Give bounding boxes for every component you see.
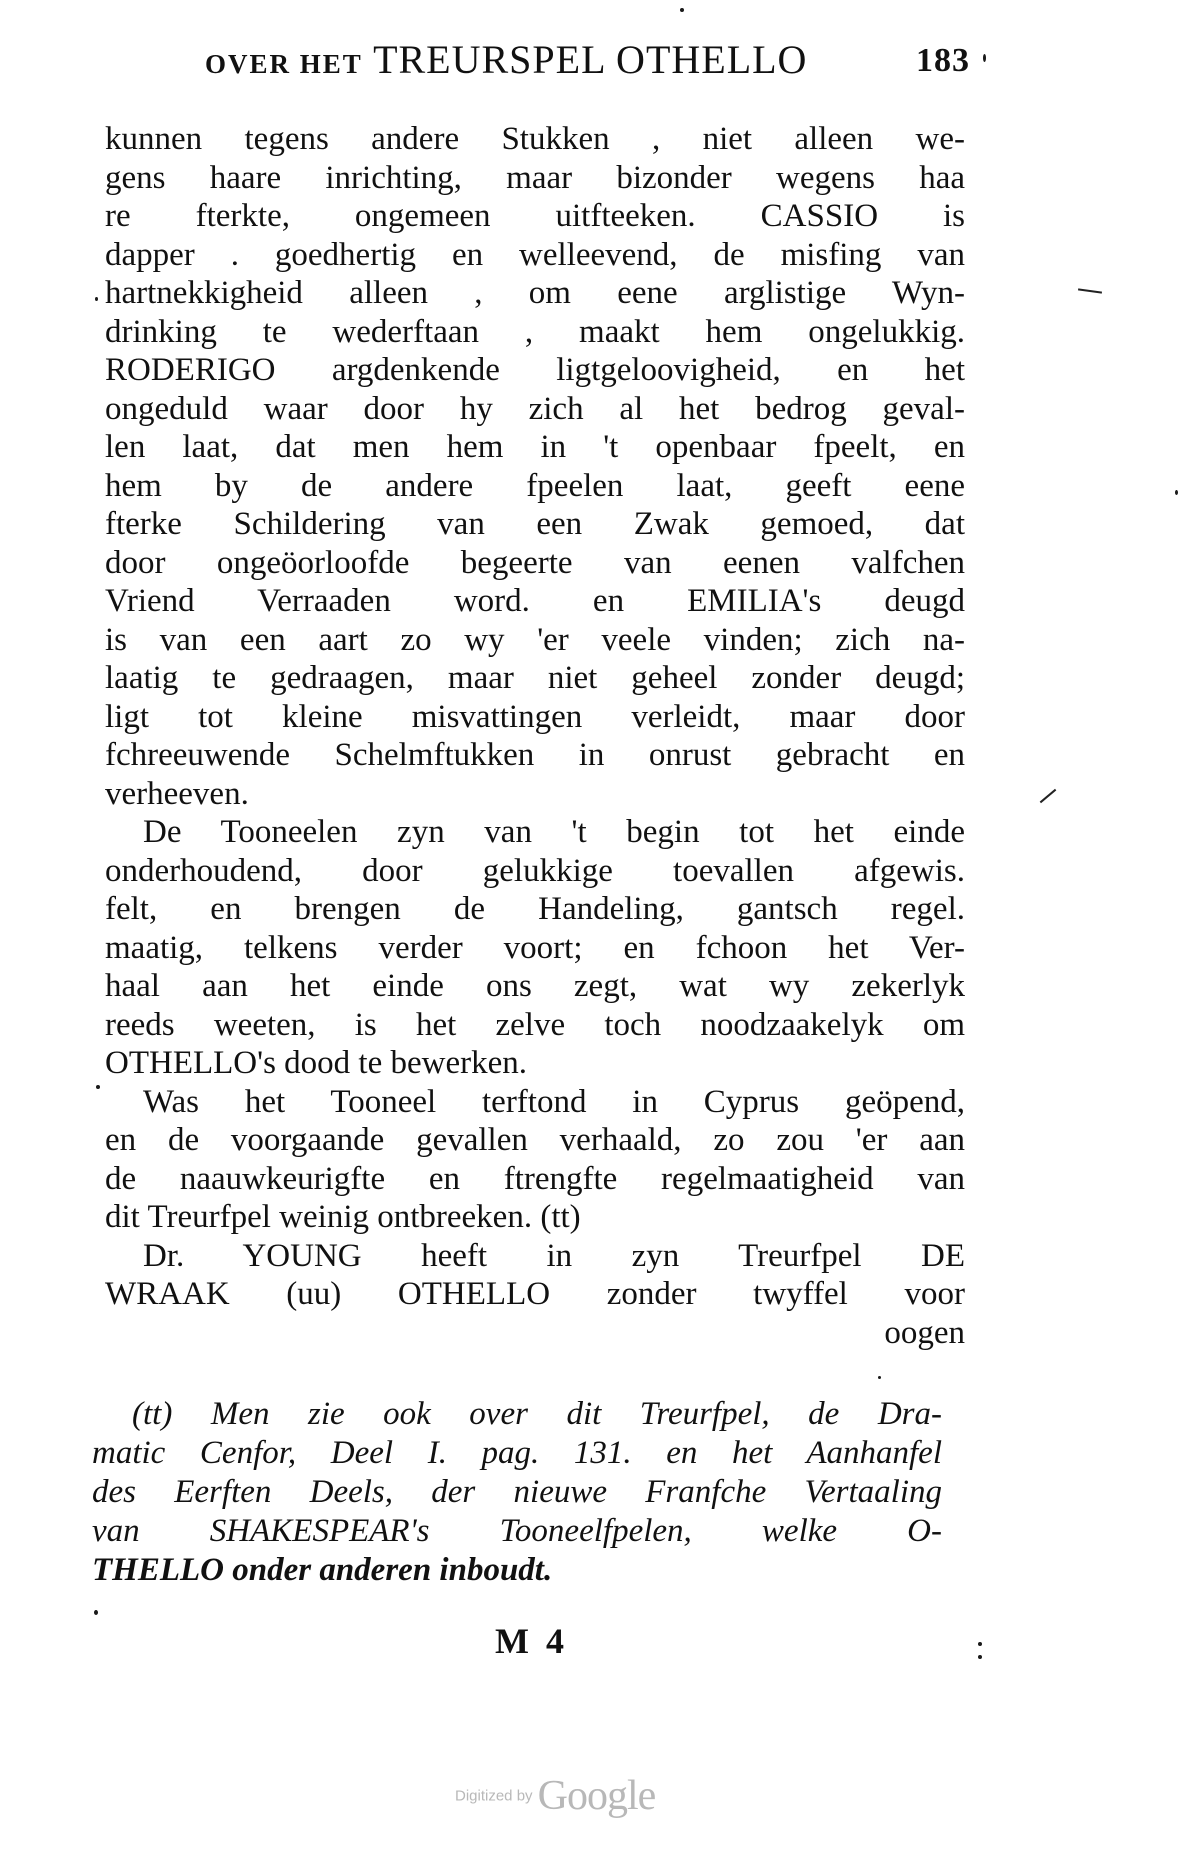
text-line: ongeduld waar door hy zich al het bedrog geval- (105, 390, 965, 427)
scan-mark (1040, 789, 1057, 803)
catchword: oogen (884, 1314, 965, 1351)
footnote-line: van SHAKESPEAR's Tooneelfpelen, welke O- (92, 1513, 942, 1549)
text-line: Was het Tooneel terftond in Cyprus geöpend, (143, 1083, 965, 1120)
google-watermark (455, 1772, 715, 1822)
text-line: laatig te gedraagen, maar niet geheel zonder deugd; (105, 660, 965, 696)
scan-speck (95, 297, 98, 301)
scan-speck (978, 1642, 982, 1646)
text-line: ligt tot kleine misvattingen verleidt, maar door (105, 698, 965, 735)
text-line: maatig, telkens verder voort; en fchoon het Ver- (105, 929, 965, 966)
text-line: fchreeuwende Schelmftukken in onrust gebracht en (105, 737, 965, 773)
footnote-line: THELLO onder anderen inboudt. (92, 1552, 553, 1588)
scan-speck (680, 8, 684, 12)
page-number: 183 (916, 42, 970, 79)
scan-speck (1175, 490, 1178, 495)
main-text (105, 120, 965, 1352)
text-line: kunnen tegens andere Stukken , niet alleen we- (105, 121, 965, 157)
scan-mark (1078, 288, 1102, 293)
text-line: hem by de andere fpeelen laat, geeft eene (105, 467, 965, 504)
watermark-prefix: Digitized by (455, 1787, 533, 1805)
text-line: drinking te wederftaan , maakt hem ongelukkig. (105, 313, 965, 350)
scan-speck (878, 1376, 881, 1379)
text-line: WRAAK (uu) OTHELLO zonder twyffel voor (105, 1276, 965, 1312)
text-line: hartnekkigheid alleen , om eene arglistige Wyn- (105, 275, 965, 311)
scan-speck (96, 1085, 100, 1089)
text-line: OTHELLO's dood te bewerken. (105, 1045, 527, 1081)
header-title: TREURSPEL OTHELLO (373, 37, 808, 82)
text-line: felt, en brengen de Handeling, gantsch regel. (105, 891, 965, 927)
scan-speck (983, 54, 986, 62)
text-line: RODERIGO argdenkende ligtgeloovigheid, en het (105, 352, 965, 388)
scan-speck (94, 1610, 98, 1615)
header-prefix: OVER HET (205, 49, 363, 79)
text-line: dapper . goedhertig en welleevend, de misfing van (105, 236, 965, 273)
text-line: door ongeöorloofde begeerte van eenen valfchen (105, 544, 965, 581)
text-line: gens haare inrichting, maar bizonder wegens haa (105, 159, 965, 196)
footnote-line: des Eerften Deels, der nieuwe Franfche Vertaaling (92, 1474, 942, 1510)
text-line: en de voorgaande gevallen verhaald, zo zou 'er aan (105, 1122, 965, 1158)
text-line: len laat, dat men hem in 't openbaar fpeelt, en (105, 429, 965, 465)
text-line: fterke Schildering van een Zwak gemoed, dat (105, 506, 965, 542)
footnote-line: (tt) Men zie ook over dit Treurfpel, de Dra- (132, 1396, 942, 1432)
footnote (92, 1395, 942, 1590)
text-line: De Tooneelen zyn van 't begin tot het einde (143, 814, 965, 850)
footnote-line: matic Cenfor, Deel I. pag. 131. en het Aanhanfel (92, 1435, 942, 1471)
text-line: haal aan het einde ons zegt, wat wy zekerlyk (105, 968, 965, 1004)
text-line: Dr. YOUNG heeft in zyn Treurfpel DE (143, 1237, 965, 1274)
google-logo: Google (537, 1773, 656, 1819)
text-line: is van een aart zo wy 'er veele vinden; zich na- (105, 621, 965, 658)
signature-mark: M 4 (495, 1621, 568, 1661)
scan-speck (978, 1655, 982, 1659)
text-line: dit Treurfpel weinig ontbreeken. (tt) (105, 1199, 581, 1235)
text-line: de naauwkeurigfte en ftrengfte regelmaatigheid van (105, 1160, 965, 1197)
text-line: onderhoudend, door gelukkige toevallen afgewis. (105, 852, 965, 889)
text-line: re fterkte, ongemeen uitfteeken. CASSIO is (105, 198, 965, 234)
text-line: verheeven. (105, 775, 249, 812)
text-line: reeds weeten, is het zelve toch noodzaakelyk om (105, 1006, 965, 1043)
running-header (205, 36, 975, 86)
text-line: Vriend Verraaden word. en EMILIA's deugd (105, 583, 965, 619)
